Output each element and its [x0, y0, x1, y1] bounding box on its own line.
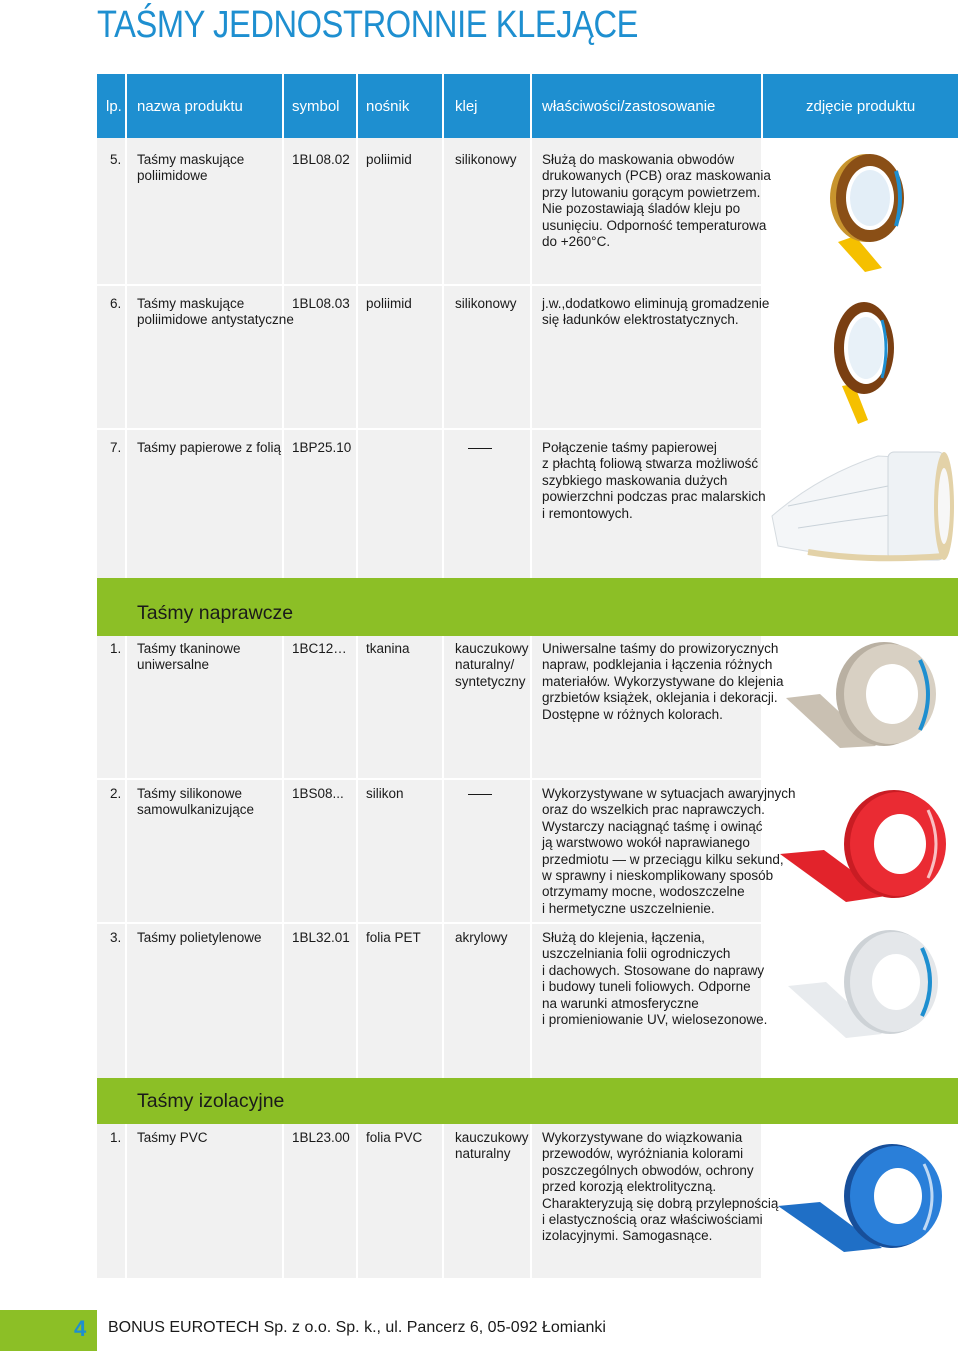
column-divider — [282, 138, 284, 578]
column-divider — [530, 138, 532, 578]
row-symbol: 1BL23.00 — [292, 1130, 350, 1145]
pvc-tape-photo — [774, 1140, 954, 1258]
row-name: Taśmy maskujące poliimidowe antystatyczne — [137, 296, 294, 328]
row-glue: silikonowy — [455, 152, 517, 167]
row-carrier: poliimid — [366, 296, 412, 311]
row-name: Taśmy polietylenowe — [137, 930, 262, 945]
header-divider — [356, 74, 358, 138]
row-glue: silikonowy — [455, 296, 517, 311]
section-title: Taśmy izolacyjne — [137, 1090, 285, 1112]
column-divider — [282, 636, 284, 1078]
row-name: Taśmy silikonowe samowulkanizujące — [137, 786, 255, 818]
header-lp: lp. — [106, 97, 122, 115]
header-divider — [530, 74, 532, 138]
row-carrier: silikon — [366, 786, 404, 801]
row-lp: 2. — [110, 786, 122, 801]
column-divider — [442, 138, 444, 578]
cloth-tape-photo — [780, 638, 950, 756]
pe-tape-photo — [782, 924, 952, 1046]
row-properties: Uniwersalne taśmy do prowizorycznych napraw, podklejania i łączenia różnych materiałów. Wykorzystywane do klejenia grzbietów książek, oklejania i dekoracji. Dostępne w różnych kolorach. — [542, 641, 784, 722]
row-properties: Służą do klejenia, łączenia, uszczelniania folii ogrodniczych i dachowych. Stosowane do naprawy i budowy tuneli foliowych. Odporne na warunki atmosferyczne i promieniowanie UV, wielosezonowe. — [542, 930, 768, 1028]
row-symbol: 1BC12… — [292, 641, 347, 656]
header-name: nazwa produktu — [137, 97, 243, 115]
page-title: TAŚMY JEDNOSTRONNIE KLEJĄCE — [97, 4, 639, 46]
row-properties: Wykorzystywane w sytuacjach awaryjnych oraz do wszelkich prac naprawczych. Wystarczy naciągnąć taśmę i owinąć ją warstwowo wokół naprawianego przedmiotu — w przeciągu kilku sekund, w sprawny i nieskomplikowany sposób otrzymamy mocne, wodoszczelne i hermetyczne uszczelnienie. — [542, 786, 796, 916]
empty-glue-dash — [468, 794, 492, 795]
header-divider — [125, 74, 127, 138]
row-carrier: folia PET — [366, 930, 421, 945]
row-properties: Połączenie taśmy papierowej z płachtą foliową stwarza możliwość szybkiego maskowania dużych powierzchni podczas prac malarskich i remontowych. — [542, 440, 766, 521]
row-symbol: 1BL32.01 — [292, 930, 350, 945]
row-symbol: 1BL08.02 — [292, 152, 350, 167]
column-divider — [282, 1124, 284, 1278]
header-carrier: nośnik — [366, 97, 410, 115]
column-divider — [530, 636, 532, 1078]
footer-address: BONUS EUROTECH Sp. z o.o. Sp. k., ul. Pancerz 6, 05-092 Łomianki — [108, 1319, 606, 1336]
column-divider — [125, 636, 127, 1078]
row-properties: j.w.,dodatkowo eliminują gromadzenie się ładunków elektrostatycznych. — [542, 296, 770, 328]
column-divider — [530, 1124, 532, 1278]
masking-film-roll-photo — [768, 436, 958, 570]
row-carrier: folia PVC — [366, 1130, 423, 1145]
header-glue: klej — [455, 97, 478, 115]
row-lp: 7. — [110, 440, 122, 455]
row-lp: 3. — [110, 930, 122, 945]
row-symbol: 1BS08... — [292, 786, 344, 801]
header-divider — [442, 74, 444, 138]
header-photo: zdjęcie produktu — [806, 97, 916, 115]
header-divider — [282, 74, 284, 138]
row-name: Taśmy tkaninowe uniwersalne — [137, 641, 241, 673]
row-symbol: 1BL08.03 — [292, 296, 350, 311]
column-divider — [125, 138, 127, 578]
kapton-tape-photo — [810, 146, 920, 278]
row-carrier: poliimid — [366, 152, 412, 167]
row-lp: 1. — [110, 641, 122, 656]
column-divider — [356, 138, 358, 578]
row-lp: 5. — [110, 152, 122, 167]
header-properties: właściwości/zastosowanie — [542, 97, 716, 115]
row-carrier: tkanina — [366, 641, 410, 656]
row-glue: akrylowy — [455, 930, 508, 945]
row-properties: Wykorzystywane do wiązkowania przewodów, wyróżniania kolorami poszczególnych obwodów, ochrony przed korozją elektrolityczną. Charakteryzują się dobrą przylepnością i elastycznością oraz właściwościami izolacyjnymi. Samogasnące. — [542, 1130, 779, 1244]
row-divider — [97, 284, 761, 286]
row-name: Taśmy maskujące poliimidowe — [137, 152, 245, 184]
column-divider — [442, 636, 444, 1078]
row-divider — [97, 778, 958, 780]
page-number: 4 — [74, 1316, 87, 1341]
column-divider — [356, 1124, 358, 1278]
row-glue: kauczukowy naturalny — [455, 1130, 529, 1162]
row-lp: 1. — [110, 1130, 122, 1145]
antistatic-kapton-tape-photo — [820, 294, 910, 430]
column-divider — [442, 1124, 444, 1278]
row-properties: Służą do maskowania obwodów drukowanych (PCB) oraz maskowania przy lutowaniu gorącym powietrzem. Nie pozostawiają śladów kleju po usunięciu. Odporność temperaturowa do +260°C. — [542, 152, 771, 250]
header-symbol: symbol — [292, 97, 340, 115]
empty-carrier-dash — [468, 448, 492, 449]
row-divider — [97, 922, 761, 924]
row-name: Taśmy PVC — [137, 1130, 208, 1145]
silicone-tape-photo — [776, 784, 956, 908]
column-divider — [125, 1124, 127, 1278]
row-glue: kauczukowy naturalny/ syntetyczny — [455, 641, 529, 689]
row-symbol: 1BP25.10 — [292, 440, 352, 455]
column-divider — [356, 636, 358, 1078]
row-lp: 6. — [110, 296, 122, 311]
row-name: Taśmy papierowe z folią — [137, 440, 282, 455]
header-divider — [761, 74, 763, 138]
section-title: Taśmy naprawcze — [137, 602, 294, 624]
row-divider — [97, 428, 761, 430]
